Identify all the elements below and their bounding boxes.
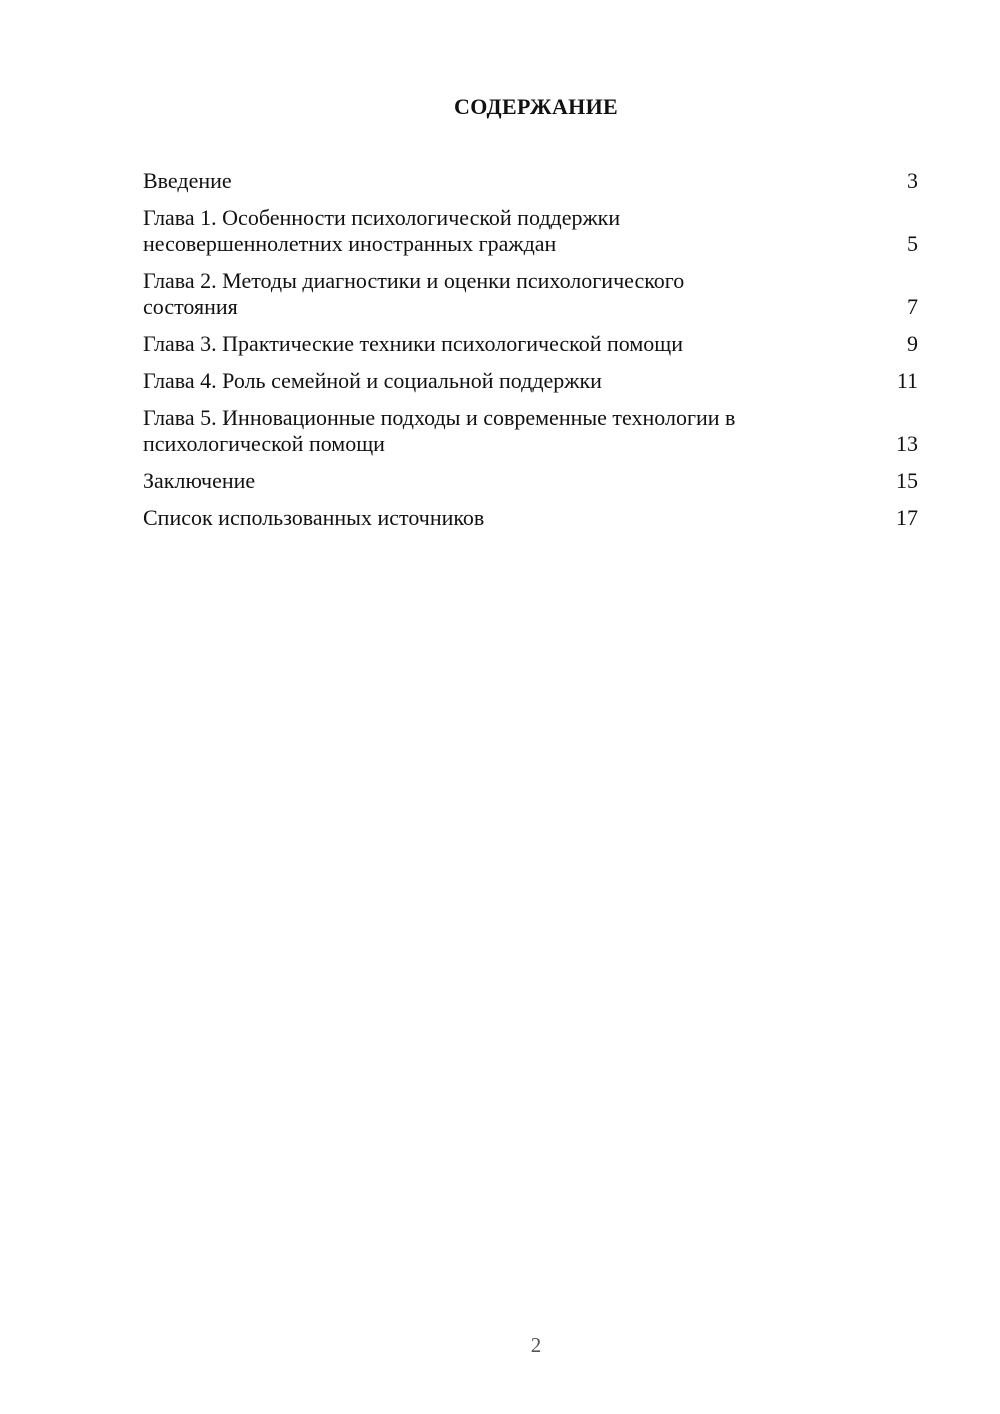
toc-entry-page: 5 <box>907 231 918 256</box>
toc-entry-chapter-4 <box>143 368 918 394</box>
toc-entry-text: Глава 3. Практические техники психологической помощи <box>143 331 684 356</box>
toc-entry-chapter-1 <box>143 205 918 257</box>
toc-entry-text: Глава 1. Особенности психологической поддержки несовершеннолетних иностранных граждан <box>143 205 621 256</box>
toc-entry-page: 15 <box>896 468 918 493</box>
page-number: 2 <box>530 1333 542 1357</box>
toc-entry-page: 13 <box>896 431 918 456</box>
toc-entry-text: Заключение <box>143 468 256 493</box>
toc-entry-page: 9 <box>907 331 918 356</box>
toc-entry-references <box>143 505 918 531</box>
toc-entry-text: Список использованных источников <box>143 505 485 530</box>
toc-entry-page: 7 <box>907 294 918 319</box>
toc-entry-chapter-3 <box>143 331 918 357</box>
toc-entry-page: 3 <box>907 168 918 193</box>
toc-entry-text: Введение <box>143 168 232 193</box>
toc-entry-page: 17 <box>896 505 918 530</box>
toc-entry-text: Глава 4. Роль семейной и социальной поддержки <box>143 368 602 393</box>
toc-entry-page: 11 <box>896 368 918 393</box>
toc-entry-introduction <box>143 168 918 194</box>
toc-entry-chapter-5 <box>143 405 918 457</box>
toc-entry-chapter-2 <box>143 268 918 320</box>
toc-entry-conclusion <box>143 468 918 494</box>
toc-entry-text: Глава 2. Методы диагностики и оценки психологического состояния <box>143 268 685 319</box>
toc-entry-text: Глава 5. Инновационные подходы и современные технологии в психологической помощи <box>143 405 736 456</box>
table-of-contents <box>143 168 918 542</box>
page-title: СОДЕРЖАНИЕ <box>454 94 618 119</box>
